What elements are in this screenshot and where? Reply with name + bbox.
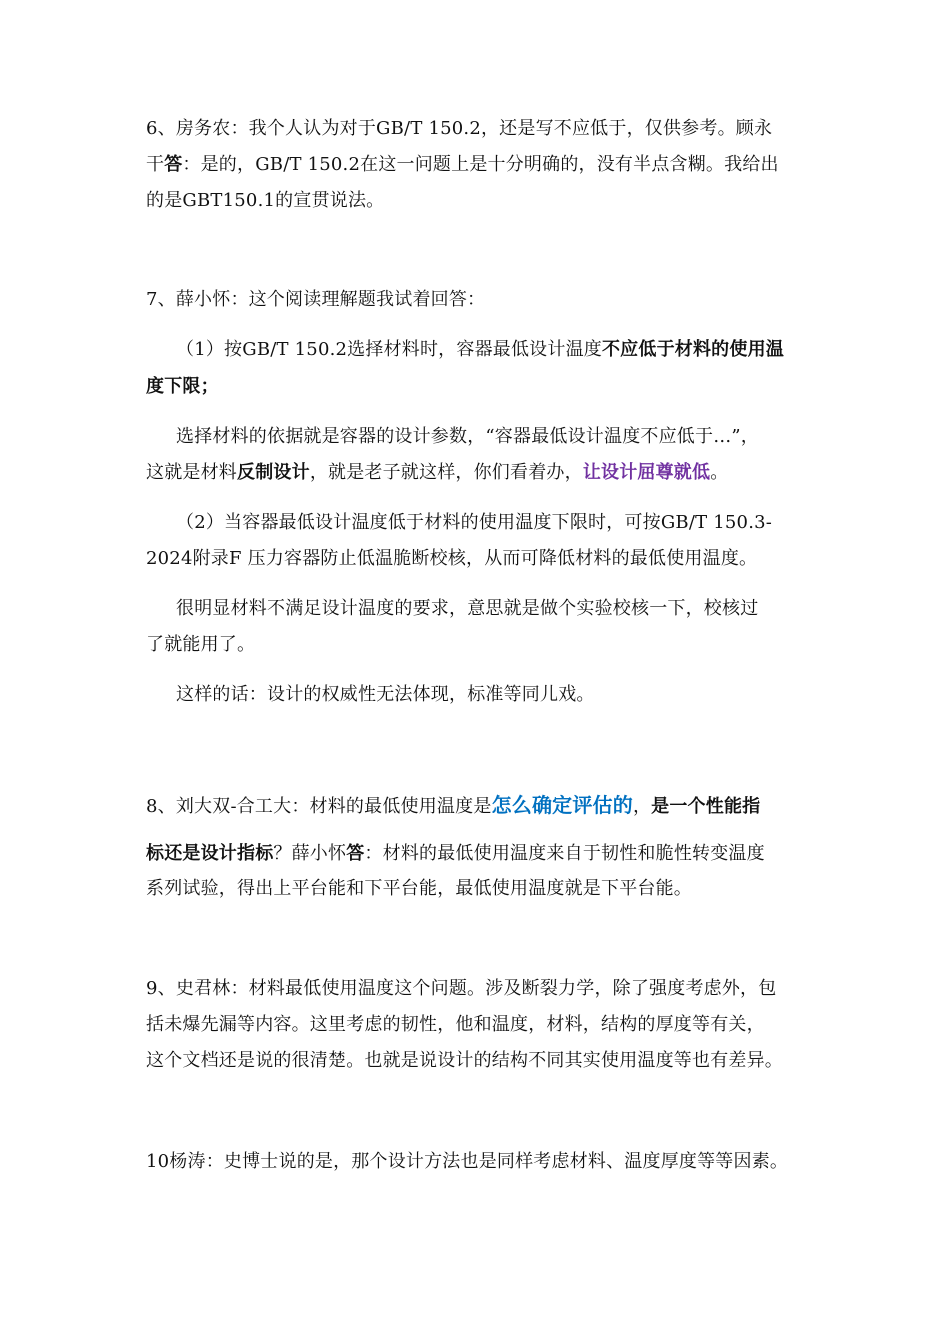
q10-text: 10杨涛：史博士说的是，那个设计方法也是同样考虑材料、温度厚度等等因素。 bbox=[146, 1151, 789, 1172]
q7-text: ，就是老子就这样，你们看着办， bbox=[309, 462, 583, 483]
q8-line-3 bbox=[146, 877, 846, 901]
q6-line-3 bbox=[146, 189, 846, 213]
q7-bold-text: 反制设计 bbox=[237, 462, 310, 483]
q6-line-1 bbox=[146, 117, 846, 141]
q7-text: 2024附录F 压力容器防止低温脆断校核，从而可降低材料的最低使用温度。 bbox=[146, 548, 758, 569]
q7-line-1 bbox=[146, 288, 846, 312]
q7-purple-highlight: 让设计屈尊就低 bbox=[582, 462, 711, 483]
q6-text: ：是的，GB/T 150.2在这一问题上是十分明确的，没有半点含糊。我给出 bbox=[182, 154, 779, 175]
q7-text: 很明显材料不满足设计温度的要求，意思就是做个实验校核一下，校核过 bbox=[176, 598, 759, 619]
q9-text: 这个文档还是说的很清楚。也就是说设计的结构不同其实使用温度等也有差异。 bbox=[146, 1050, 783, 1071]
q7-point-2-line-1 bbox=[176, 511, 846, 535]
q6-line-2 bbox=[146, 153, 846, 177]
q7-point-1-line-2 bbox=[146, 375, 846, 399]
q6-text: 6、房务农：我个人认为对于GB/T 150.2，还是写不应低于，仅供参考。顾永 bbox=[146, 118, 773, 139]
q6-text: 的是GBT150.1的宣贯说法。 bbox=[146, 190, 385, 211]
q9-text: 9、史君林：材料最低使用温度这个问题。涉及断裂力学，除了强度考虑外，包 bbox=[146, 978, 777, 999]
q8-text: ：材料的最低使用温度来自于韧性和脆性转变温度 bbox=[364, 843, 765, 864]
q8-bold-text: 是一个性能指 bbox=[651, 796, 761, 817]
q9-line-3 bbox=[146, 1049, 846, 1073]
q10-line-1 bbox=[146, 1150, 846, 1174]
q7-para-4-line-1 bbox=[176, 597, 846, 621]
q7-text: （2）当容器最低设计温度低于材料的使用温度下限时，可按GB/T 150.3- bbox=[176, 512, 773, 533]
q7-para-2-line-1 bbox=[176, 425, 846, 449]
q8-line-1 bbox=[146, 793, 846, 819]
q8-blue-highlight: 怎么确定评估的 bbox=[491, 793, 633, 817]
q7-text: 了就能用了。 bbox=[146, 634, 256, 655]
q9-text: 括未爆先漏等内容。这里考虑的韧性，他和温度，材料，结构的厚度等有关， bbox=[146, 1014, 765, 1035]
q8-text: 8、刘大双-合工大：材料的最低使用温度是 bbox=[146, 796, 492, 817]
q7-text: 选择材料的依据就是容器的设计参数，“容器最低设计温度不应低于…”， bbox=[176, 426, 760, 447]
q9-line-1 bbox=[146, 977, 846, 1001]
q8-bold-text: 标还是设计指标 bbox=[146, 843, 274, 864]
q7-text: 这就是材料 bbox=[146, 462, 237, 483]
q9-line-2 bbox=[146, 1013, 846, 1037]
q8-text: ？薛小怀 bbox=[273, 843, 347, 864]
q7-point-2-line-2 bbox=[146, 547, 846, 571]
q7-para-5 bbox=[176, 683, 846, 707]
q7-para-4-line-2 bbox=[146, 633, 846, 657]
q7-text: 。 bbox=[710, 462, 729, 483]
q7-point-1-line-1 bbox=[176, 338, 846, 362]
q7-bold-text: 不应低于材料的使用温 bbox=[601, 339, 784, 360]
answer-label: 答 bbox=[346, 843, 365, 864]
q7-bold-text: 度下限； bbox=[146, 376, 219, 397]
q7-text: 7、薛小怀：这个阅读理解题我试着回答： bbox=[146, 289, 486, 310]
q7-text: （1）按GB/T 150.2选择材料时，容器最低设计温度 bbox=[176, 339, 602, 360]
q8-text: ， bbox=[632, 796, 652, 817]
q8-line-2 bbox=[146, 842, 846, 866]
answer-label: 答 bbox=[164, 154, 183, 175]
q7-para-2-line-2 bbox=[146, 461, 846, 485]
q6-text: 干 bbox=[146, 154, 165, 175]
q8-text: 系列试验，得出上平台能和下平台能，最低使用温度就是下平台能。 bbox=[146, 878, 692, 899]
q7-text: 这样的话：设计的权威性无法体现，标准等同儿戏。 bbox=[176, 684, 595, 705]
